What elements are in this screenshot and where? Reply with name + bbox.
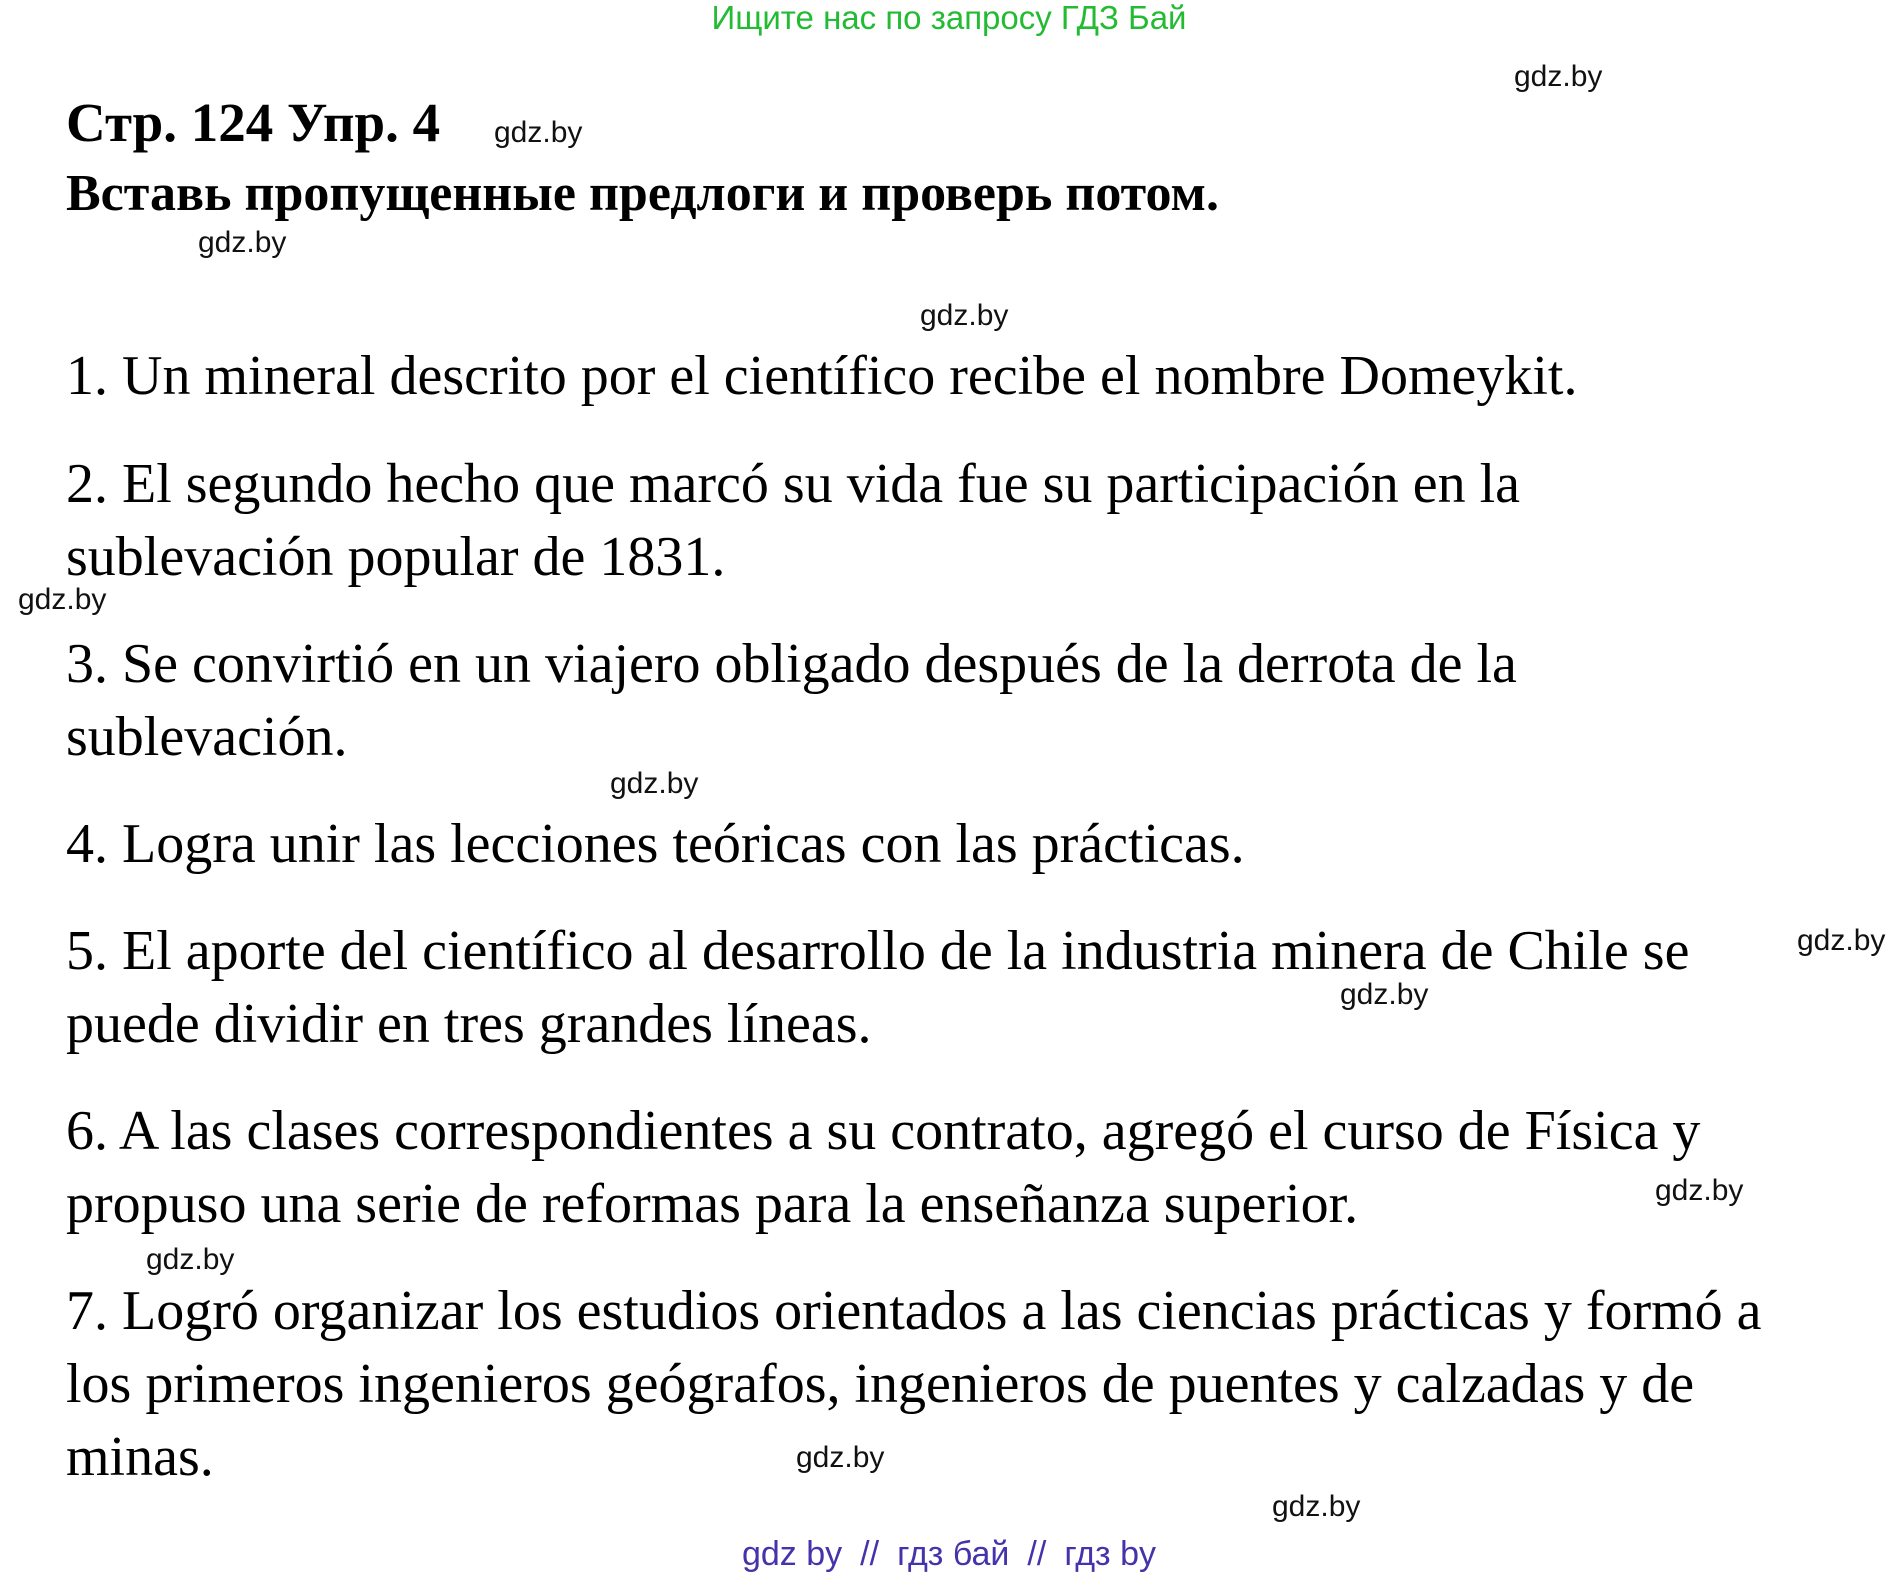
footer-separator: //: [1027, 1535, 1047, 1573]
watermark: gdz.by: [198, 226, 287, 259]
sentence-3-line-1: 3. Se convirtió en un viajero obligado después de la derrota de la: [66, 633, 1517, 695]
footer-separator: //: [860, 1535, 880, 1573]
watermark: gdz.by: [1340, 978, 1429, 1011]
sentence-6-line-2: propuso una serie de reformas para la enseñanza superior.: [66, 1173, 1359, 1235]
sentence-5-line-2: puede dividir en tres grandes líneas.: [66, 993, 872, 1055]
sentence-7-line-3: minas.: [66, 1426, 214, 1488]
sentence-2-line-1: 2. El segundo hecho que marcó su vida fue su participación en la: [66, 453, 1520, 515]
footer-link-gdz-by-cyr[interactable]: гдз by: [1064, 1535, 1156, 1573]
watermark: gdz.by: [1797, 924, 1886, 957]
watermark: gdz.by: [146, 1243, 235, 1276]
watermark: gdz.by: [796, 1441, 885, 1474]
watermark: gdz.by: [1514, 60, 1603, 93]
sentence-6-line-1: 6. A las clases correspondientes a su contrato, agregó el curso de Física y: [66, 1100, 1701, 1162]
footer-links: [0, 1536, 1898, 1572]
watermark: gdz.by: [18, 583, 107, 616]
watermark: gdz.by: [1272, 1490, 1361, 1523]
watermark: gdz.by: [920, 299, 1009, 332]
sentence-5-line-1: 5. El aporte del científico al desarrollo de la industria minera de Chile se: [66, 920, 1690, 982]
sentence-7-line-1: 7. Logró organizar los estudios orientados a las ciencias prácticas y formó a: [66, 1280, 1762, 1342]
watermark: gdz.by: [610, 767, 699, 800]
sentence-7-line-2: los primeros ingenieros geógrafos, ingenieros de puentes y calzadas y de: [66, 1353, 1695, 1415]
footer-link-gdz-by[interactable]: gdz by: [741, 1535, 843, 1573]
watermark: gdz.by: [494, 116, 583, 149]
footer-link-gdz-bai[interactable]: гдз бай: [897, 1535, 1010, 1573]
exercise-instruction: Вставь пропущенные предлоги и проверь потом.: [66, 165, 1219, 222]
sentence-3-line-2: sublevación.: [66, 706, 348, 768]
sentence-4-line-1: 4. Logra unir las lecciones teóricas con las prácticas.: [66, 813, 1245, 875]
watermark: gdz.by: [1655, 1174, 1744, 1207]
sentence-2-line-2: sublevación popular de 1831.: [66, 526, 726, 588]
sentence-1-line-1: 1. Un mineral descrito por el científico recibe el nombre Domeykit.: [66, 345, 1578, 407]
page-title: Стр. 124 Упр. 4: [66, 92, 441, 153]
top-banner: Ищите нас по запросу ГДЗ Бай: [711, 0, 1187, 36]
